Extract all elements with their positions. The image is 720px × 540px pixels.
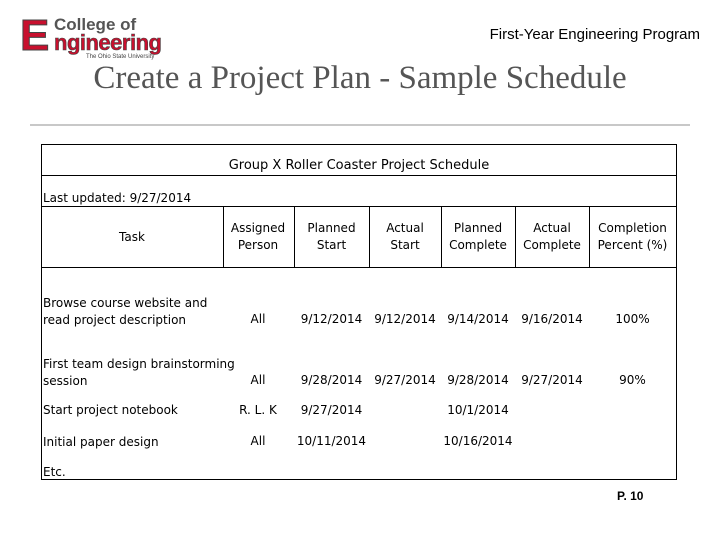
row-2-assigned: All <box>250 373 266 387</box>
header-planned-complete-line2: Complete <box>449 238 507 252</box>
header-actual-start-line1: Actual <box>386 221 424 235</box>
page-number: P. 10 <box>617 489 644 503</box>
header-planned-start-line2: Start <box>316 238 347 252</box>
header-assigned-line1: Assigned <box>230 221 286 235</box>
row-4-task: Initial paper design <box>43 435 159 449</box>
header-assigned-person <box>223 220 293 254</box>
row-2-actual-complete: 9/27/2014 <box>521 373 583 387</box>
header-planned-complete-line1: Planned <box>453 221 503 235</box>
header-completion-line2: Percent (%) <box>597 238 668 252</box>
row-3-assigned: R. L. K <box>239 403 277 417</box>
logo-college-text: College of <box>54 15 137 34</box>
row-1-actual-start: 9/12/2014 <box>374 312 436 326</box>
row-2-planned-start: 9/28/2014 <box>300 373 363 387</box>
table-footer-etc: Etc. <box>43 465 66 479</box>
last-updated: Last updated: 9/27/2014 <box>43 191 192 205</box>
row-2-completion: 90% <box>619 373 646 387</box>
row-2-task-line2: session <box>43 374 88 388</box>
row-3-task: Start project notebook <box>43 403 178 417</box>
title-divider <box>30 124 690 126</box>
row-1-actual-complete: 9/16/2014 <box>521 312 583 326</box>
header-completion-line1: Completion <box>598 221 667 235</box>
row-3-planned-complete: 10/1/2014 <box>447 403 509 417</box>
header-actual-start <box>369 220 441 254</box>
schedule-table <box>41 144 677 480</box>
row-2-task-line1: First team design brainstorming <box>43 357 235 371</box>
logo-university-text: The Ohio State University <box>86 54 155 60</box>
row-3-planned-start: 9/27/2014 <box>300 403 363 417</box>
header-row-divider <box>42 267 676 268</box>
header-actual-complete-line1: Actual <box>533 221 571 235</box>
college-of-engineering-logo <box>20 11 170 62</box>
row-1-planned-complete: 9/14/2014 <box>447 312 509 326</box>
row-1-completion: 100% <box>615 312 650 326</box>
slide-title: Create a Project Plan - Sample Schedule <box>93 60 627 96</box>
row-1-assigned: All <box>250 312 266 326</box>
row-1-planned-start: 9/12/2014 <box>300 312 363 326</box>
row-4-assigned: All <box>250 434 266 448</box>
row-2-planned-complete: 9/28/2014 <box>447 373 509 387</box>
row-4-planned-start: 10/11/2014 <box>296 434 367 448</box>
header-assigned-line2: Person <box>237 238 279 252</box>
logo-e-letter: E <box>20 11 50 60</box>
row-2-actual-start: 9/27/2014 <box>374 373 436 387</box>
row-1-task-line1: Browse course website and <box>43 296 208 310</box>
header-actual-start-line2: Start <box>390 238 420 252</box>
table-row-1-task <box>43 295 207 329</box>
updated-row-divider <box>42 206 676 207</box>
logo-engineering-text: ngineering <box>54 30 162 55</box>
header-actual-complete <box>515 220 589 254</box>
schedule-title: Group X Roller Coaster Project Schedule <box>228 158 490 173</box>
header-planned-start <box>294 220 369 254</box>
row-1-task-line2: read project description <box>43 313 187 327</box>
header-actual-complete-line2: Complete <box>523 238 581 252</box>
row-4-planned-complete: 10/16/2014 <box>443 434 513 448</box>
table-row-2-task <box>43 356 235 390</box>
header-task: Task <box>119 230 145 244</box>
title-row-divider <box>42 175 676 176</box>
header-planned-complete <box>441 220 515 254</box>
header-completion-percent <box>589 220 676 254</box>
header-planned-start-line1: Planned <box>307 221 356 235</box>
program-name: First-Year Engineering Program <box>489 26 700 43</box>
